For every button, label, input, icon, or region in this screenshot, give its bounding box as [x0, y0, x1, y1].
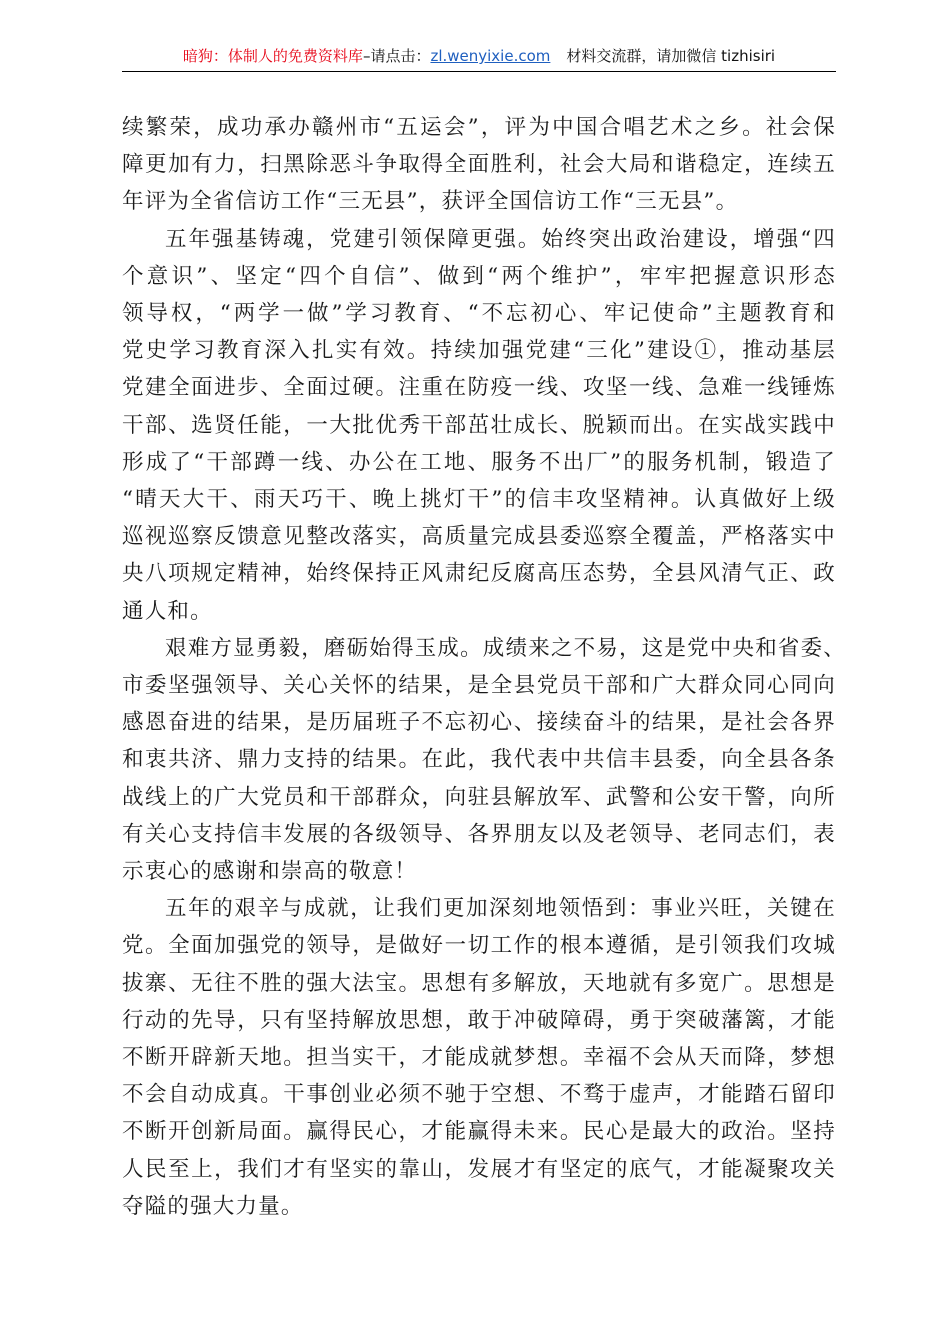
page-header-banner — [122, 44, 836, 68]
text-line: 五年强基铸魂，党建引领保障更强。始终突出政治建设，增强“四 — [165, 226, 836, 252]
text-line: 战线上的广大党员和干部群众，向驻县解放军、武警和公安干警，向所 — [122, 784, 836, 810]
text-line: 艰难方显勇毅，磨砺始得玉成。成绩来之不易，这是党中央和省委、 — [165, 635, 847, 661]
text-line: “晴天大干、雨天巧干、晚上挑灯干”的信丰攻坚精神。认真做好上级 — [122, 487, 836, 513]
text-line: 不断开辟新天地。担当实干，才能成就梦想。幸福不会从天而降，梦想 — [122, 1045, 836, 1071]
document-body — [122, 109, 847, 1225]
text-line: 领导权，“两学一做”学习教育、“不忘初心、牢记使命”主题教育和 — [122, 301, 836, 327]
text-line: 年评为全省信访工作“三无县”，获评全国信访工作“三无县”。 — [122, 189, 739, 215]
text-line: 续繁荣，成功承办赣州市“五运会”，评为中国合唱艺术之乡。社会保 — [122, 115, 836, 140]
text-line: 不断开创新局面。赢得民心，才能赢得未来。民心是最大的政治。坚持 — [122, 1119, 836, 1145]
text-line: 行动的先导，只有坚持解放思想，敢于冲破障碍，勇于突破藩篱，才能 — [122, 1007, 836, 1033]
text-line: 人民至上，我们才有坚实的靠山，发展才有坚定的底气，才能凝聚攻关 — [122, 1156, 836, 1182]
text-line: 央八项规定精神，始终保持正风肃纪反腐高压态势，全县风清气正、政 — [122, 561, 836, 587]
text-line: 形成了“干部蹲一线、办公在工地、服务不出厂”的服务机制，锻造了 — [122, 449, 836, 475]
text-line: 五年的艰辛与成就，让我们更加深刻地领悟到：事业兴旺，关键在 — [165, 896, 836, 922]
promo-title: 暗狗：体制人的免费资料库 — [182, 47, 363, 65]
text-line: 拔寨、无往不胜的强大法宝。思想有多解放，天地就有多宽广。思想是 — [122, 970, 836, 996]
text-line: 党。全面加强党的领导，是做好一切工作的根本遵循，是引领我们攻城 — [122, 933, 836, 959]
text-line: 夺隘的强大力量。 — [122, 1193, 304, 1219]
text-line: 示衷心的感谢和崇高的敬意！ — [122, 859, 418, 885]
text-line: 和衷共济、鼎力支持的结果。在此，我代表中共信丰县委，向全县各条 — [122, 747, 836, 773]
paragraph-gratitude — [122, 630, 847, 890]
paragraph-party-building — [122, 221, 836, 630]
text-line: 通人和。 — [122, 598, 213, 624]
wechat-group-text: 材料交流群，请加微信 tizhisiri — [566, 47, 776, 65]
text-line: 党建全面进步、全面过硬。注重在防疫一线、攻坚一线、急难一线锤炼 — [122, 375, 836, 401]
paragraph-lessons — [122, 890, 836, 1225]
paragraph-continued — [122, 109, 836, 221]
text-line: 感恩奋进的结果，是历届班子不忘初心、接续奋斗的结果，是社会各界 — [122, 710, 836, 736]
text-line: 市委坚强领导、关心关怀的结果，是全县党员干部和广大群众同心同向 — [122, 673, 836, 699]
text-line: 障更加有力，扫黑除恶斗争取得全面胜利，社会大局和谐稳定，连续五 — [122, 152, 836, 178]
text-line: 干部、选贤任能，一大批优秀干部茁壮成长、脱颖而出。在实战实践中 — [122, 412, 836, 438]
promo-click-label: –请点击： — [362, 47, 431, 65]
promo-link[interactable]: zl.wenyixie.com — [430, 47, 551, 65]
text-line: 不会自动成真。干事创业必须不驰于空想、不骛于虚声，才能踏石留印 — [122, 1082, 836, 1108]
text-line: 个意识”、坚定“四个自信”、做到“两个维护”，牢牢把握意识形态 — [122, 263, 836, 289]
text-line: 有关心支持信丰发展的各级领导、各界朋友以及老领导、老同志们，表 — [122, 821, 836, 847]
header-divider — [122, 71, 836, 72]
text-line: 巡视巡察反馈意见整改落实，高质量完成县委巡察全覆盖，严格落实中 — [122, 524, 836, 550]
text-line: 党史学习教育深入扎实有效。持续加强党建“三化”建设①，推动基层 — [122, 338, 836, 364]
